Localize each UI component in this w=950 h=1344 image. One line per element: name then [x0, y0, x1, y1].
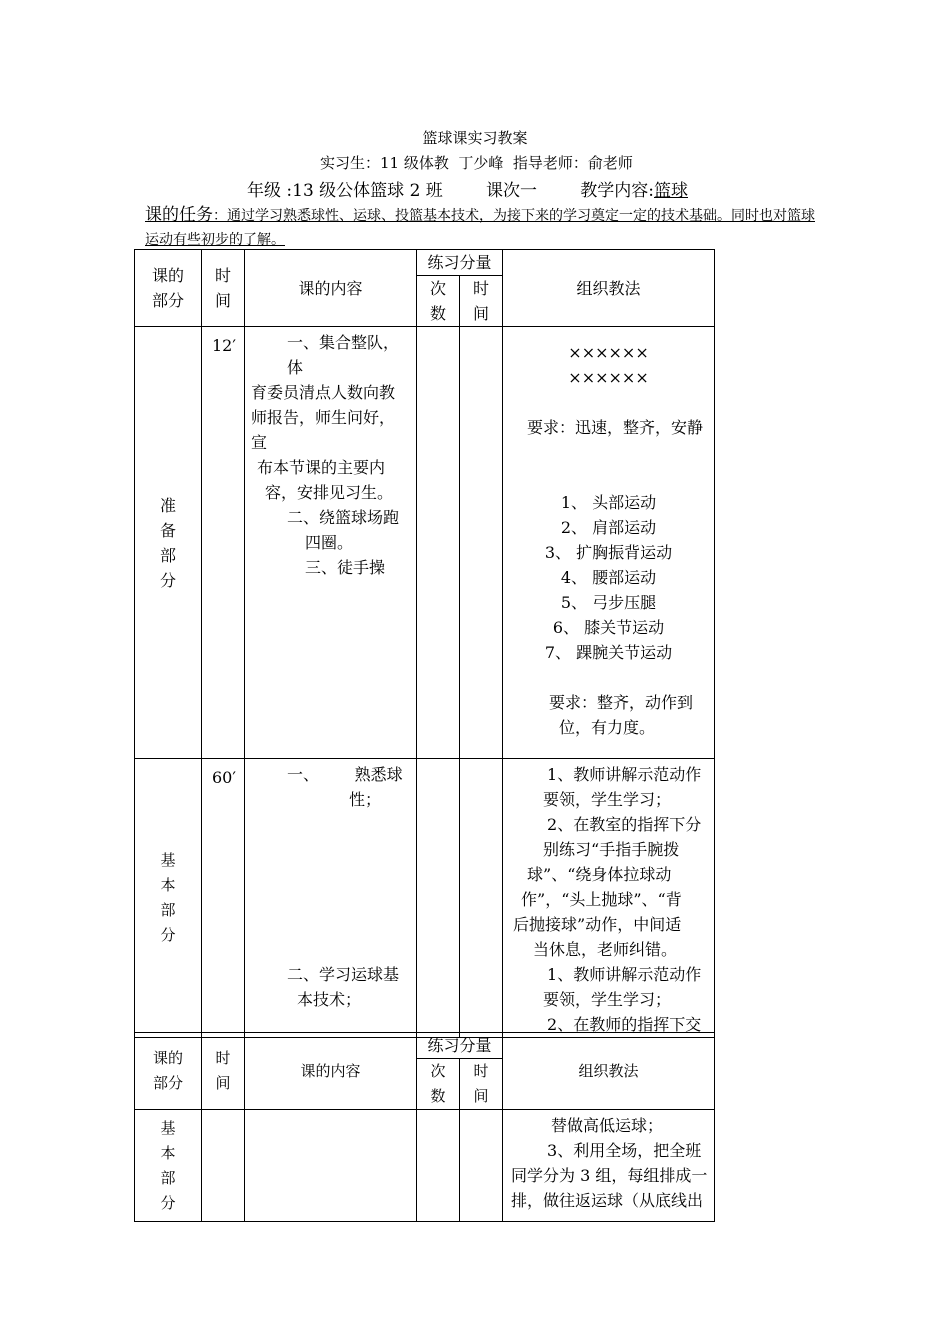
- lesson-plan-table-continued: [134, 1032, 715, 1222]
- formation-row-2: ××××××: [568, 368, 649, 387]
- header-count: 次 数: [417, 276, 460, 327]
- task-label: 课的任务: [145, 205, 213, 225]
- teaching-content-label: 教学内容:: [580, 181, 654, 201]
- prep-org: [503, 327, 715, 759]
- lesson-task: [145, 203, 825, 252]
- basic-content: 一、 熟悉球 性； 二、学习运球基 本技术；: [245, 759, 417, 1038]
- header-practice-time: 时 间: [460, 1059, 503, 1110]
- document-title: 篮球课实习教案: [422, 129, 528, 147]
- lesson-number: 课次一: [486, 181, 538, 201]
- prep-content: 一、集合整队，体 育委员清点人数向教 师报告，师生问好，宣 布本节课的主要内 容，安排见习生。 二、绕篮球场跑 四圈。 三、徒手操: [245, 327, 417, 759]
- teaching-content-value: 篮球: [654, 181, 688, 201]
- header-time: 时 间: [202, 1033, 245, 1110]
- exercise-item: 2、 肩部运动: [560, 518, 657, 537]
- exercise-item: 6、 膝关节运动: [552, 618, 665, 637]
- header-time: 时 间: [202, 250, 245, 327]
- document-subtitle: 实习生：11 级体教 丁少峰 指导老师：俞老师: [320, 154, 633, 172]
- lesson-plan-table: [134, 249, 715, 1038]
- grade-line: [247, 176, 688, 201]
- header-org: 组织教法: [503, 1033, 715, 1110]
- header-practice-time: 时 间: [460, 276, 503, 327]
- basic2-part: 基 本 部 分: [135, 1110, 202, 1222]
- header-org: 组织教法: [503, 250, 715, 327]
- grade-class: 年级 :13 级公体篮球 2 班: [247, 181, 443, 201]
- basic-practice-time: [460, 759, 503, 1038]
- header-count: 次 数: [417, 1059, 460, 1110]
- prep-count: [417, 327, 460, 759]
- header-content: 课的内容: [245, 1033, 417, 1110]
- task-text: ：通过学习熟悉球性、运球、投篮基本技术，为接下来的学习奠定一定的技术基础。同时也对篮球运动有些初步的了解。: [145, 208, 815, 248]
- exercise-item: 5、 弓步压腿: [560, 593, 657, 612]
- prep-requirement-2: 要求：整齐，动作到: [549, 693, 694, 712]
- header-part: 课的 部分: [135, 1033, 202, 1110]
- exercise-item: 3、 扩胸振背运动: [544, 543, 673, 562]
- formation-row-1: ××××××: [568, 343, 649, 362]
- basic2-time: [202, 1110, 245, 1222]
- header-practice: 练习分量: [417, 1033, 503, 1059]
- prep-practice-time: [460, 327, 503, 759]
- prep-requirement-2b: 位，有力度。: [559, 718, 656, 737]
- basic-time: 60′: [202, 759, 245, 1038]
- basic-count: [417, 759, 460, 1038]
- basic2-content: [245, 1110, 417, 1222]
- basic-part: 基 本 部 分: [135, 759, 202, 1038]
- exercise-item: 4、 腰部运动: [560, 568, 657, 587]
- basic-org: 1、教师讲解示范动作 要领，学生学习； 2、在教室的指挥下分 别练习“手指手腕拨 球”、“绕身体拉球动 作”，“头上抛球”、“背 后抛接球”动作，中间适 当休息，老师纠错。 1、教师讲解示范动作 要领，学生学习； 2、在教师的指挥下交: [503, 759, 715, 1038]
- prep-time: 12′: [202, 327, 245, 759]
- exercise-item: 1、 头部运动: [560, 493, 657, 512]
- prep-requirement-1: 要求：迅速，整齐，安静: [527, 418, 704, 437]
- header-practice: 练习分量: [417, 250, 503, 276]
- basic2-practice-time: [460, 1110, 503, 1222]
- basic2-org: 替做高低运球； 3、利用全场，把全班 同学分为 3 组，每组排成一 排，做往返运球（从底线出: [503, 1110, 715, 1222]
- basic2-count: [417, 1110, 460, 1222]
- header-part: 课的 部分: [135, 250, 202, 327]
- exercise-item: 7、 踝腕关节运动: [544, 643, 673, 662]
- prep-part: 准 备 部 分: [135, 327, 202, 759]
- header-content: 课的内容: [245, 250, 417, 327]
